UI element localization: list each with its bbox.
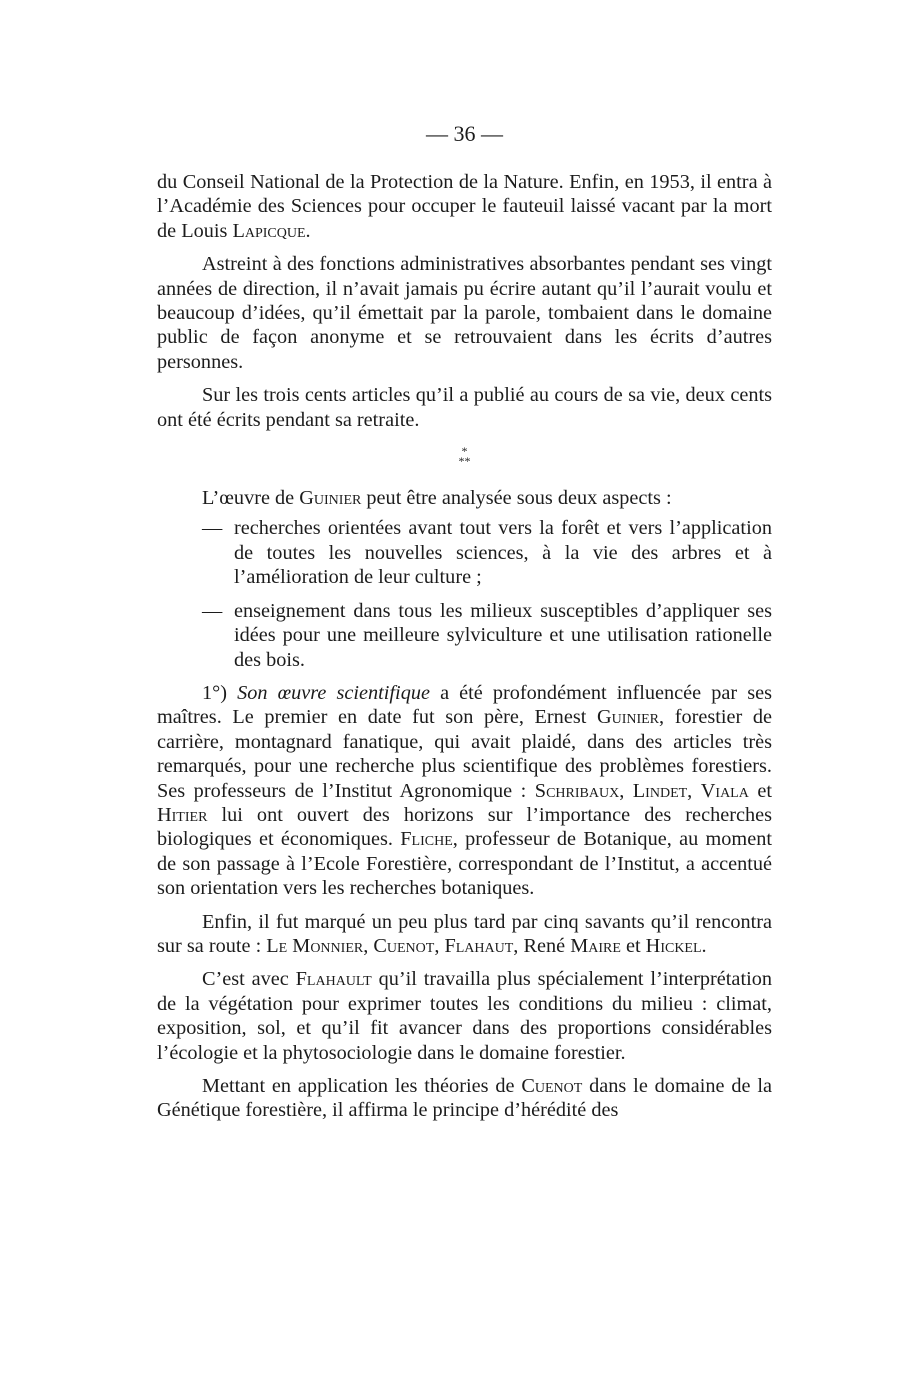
section-title: Son œuvre scientifique	[237, 681, 430, 704]
name-cuenot: Cuenot	[373, 934, 435, 957]
aspects-intro-text-b: peut être analysée sous deux aspects :	[361, 487, 672, 510]
name-viala: Viala	[700, 779, 749, 802]
paragraph-5-text-d: , René	[513, 934, 571, 957]
paragraph-4-text-g: , professeur de Botanique, au moment de son passage à l’Ecole Forestière, correspondant de l’Institut, a accentué son orientation vers les recherches botaniques.	[157, 828, 772, 900]
asterism-top: *	[461, 444, 468, 459]
paragraph-1-text-a: du Conseil National de la Protection de la Nature. Enfin, en 1953, il entra à l’Académie des Sciences pour occuper le fauteuil laissé vacant par la mort de Louis	[157, 171, 772, 242]
paragraph-6	[157, 967, 772, 1065]
name-hickel: Hickel	[645, 934, 702, 957]
name-cuenot-2: Cuenot	[521, 1075, 583, 1097]
list-item-teaching-text: enseignement dans tous les milieux susceptibles d’appliquer ses idées pour une meilleure sylviculture et une utilisation rationelle des bois.	[234, 599, 772, 671]
name-lapicque: Lapicque	[232, 219, 306, 242]
paragraph-4-text-b: , forestier de carrière, montagnard fanatique, qui avait plaidé, dans des articles très remarqués, pour une recherche plus scientifique des problèmes forestiers. Ses professeurs de l’Institut Agronomique :	[157, 706, 772, 802]
name-fliche: Fliche	[400, 828, 453, 851]
paragraph-4-text-a: a été profondément influencée par ses maîtres. Le premier en date fut son père, Ernest	[157, 681, 772, 729]
paragraph-1	[157, 170, 772, 243]
name-guinier: Guinier	[299, 487, 362, 510]
paragraph-7-text-b: dans le domaine de la Génétique forestière, il affirma le principe d’hérédité des	[157, 1075, 772, 1122]
paragraph-5	[157, 910, 772, 959]
paragraph-7	[157, 1074, 772, 1123]
aspects-intro-text-a: L’œuvre de	[202, 487, 300, 510]
name-schribaux: Schribaux	[534, 779, 620, 802]
paragraph-5-text-a: Enfin, il fut marqué un peu plus tard par cinq savants qu’il rencontra sur sa route :	[157, 910, 772, 957]
paragraph-1-text-b: .	[305, 219, 311, 242]
paragraph-5-text-c: ,	[434, 934, 445, 957]
name-hitier: Hitier	[157, 803, 208, 826]
name-flahault: Flahault	[295, 968, 372, 991]
paragraph-4-text-f: lui ont ouvert des horizons sur l’importance des recherches biologiques et économiques.	[157, 803, 772, 851]
paragraph-6-text-b: qu’il travailla plus spécialement l’interprétation de la végétation pour exprimer toutes les conditions du milieu : climat, exposition, sol, et qu’il fit avancer dans des proportions considérables l’écologie et la phytosociologie dans le domaine forestier.	[157, 968, 772, 1064]
name-guinier-father: Guinier	[596, 706, 660, 729]
paragraph-2: Astreint à des fonctions administratives absorbantes pendant ses vingt années de direction, il n’avait jamais pu écrire autant qu’il l’aurait voulu et beaucoup d’idées, qu’il émettait par la parole, tombaient dans le domaine public de façon anonyme et se retrouvaient dans les écrits d’autres personnes.	[157, 253, 772, 373]
paragraph-5-text-f: .	[701, 934, 707, 957]
body-text	[157, 170, 772, 1132]
aspects-intro	[202, 486, 772, 510]
list-item-teaching	[202, 599, 772, 672]
name-flahaut: Flahaut	[444, 934, 514, 957]
section-number: 1°)	[202, 681, 238, 704]
paragraph-6-text-a: C’est avec	[202, 968, 296, 991]
asterism-separator	[157, 446, 772, 470]
paragraph-5-text-b: ,	[363, 934, 374, 957]
page-number: — 36 —	[426, 121, 503, 146]
paragraph-4-text-d: ,	[687, 779, 701, 802]
paragraph-4	[157, 681, 772, 901]
paragraph-3: Sur les trois cents articles qu’il a publié au cours de sa vie, deux cents ont été écrits pendant sa retraite.	[157, 384, 772, 431]
dash-marker: —	[202, 599, 223, 622]
list-item-research	[202, 516, 772, 589]
paragraph-7-text-a: Mettant en application les théories de	[202, 1075, 522, 1097]
asterism-bottom: **	[458, 454, 471, 469]
name-maire: Maire	[570, 934, 621, 957]
paragraph-5-text-e: et	[620, 934, 646, 957]
name-lindet: Lindet	[632, 779, 688, 802]
paragraph-4-text-e: et	[748, 779, 773, 802]
paragraph-4-text-c: ,	[619, 779, 633, 802]
name-le-monnier: Le Monnier	[266, 934, 364, 957]
list-item-research-text: recherches orientées avant tout vers la forêt et vers l’application de toutes les nouvelles sciences, à la vie des arbres et à l’amélioration de leur culture ;	[234, 517, 772, 589]
dash-marker: —	[202, 517, 223, 540]
